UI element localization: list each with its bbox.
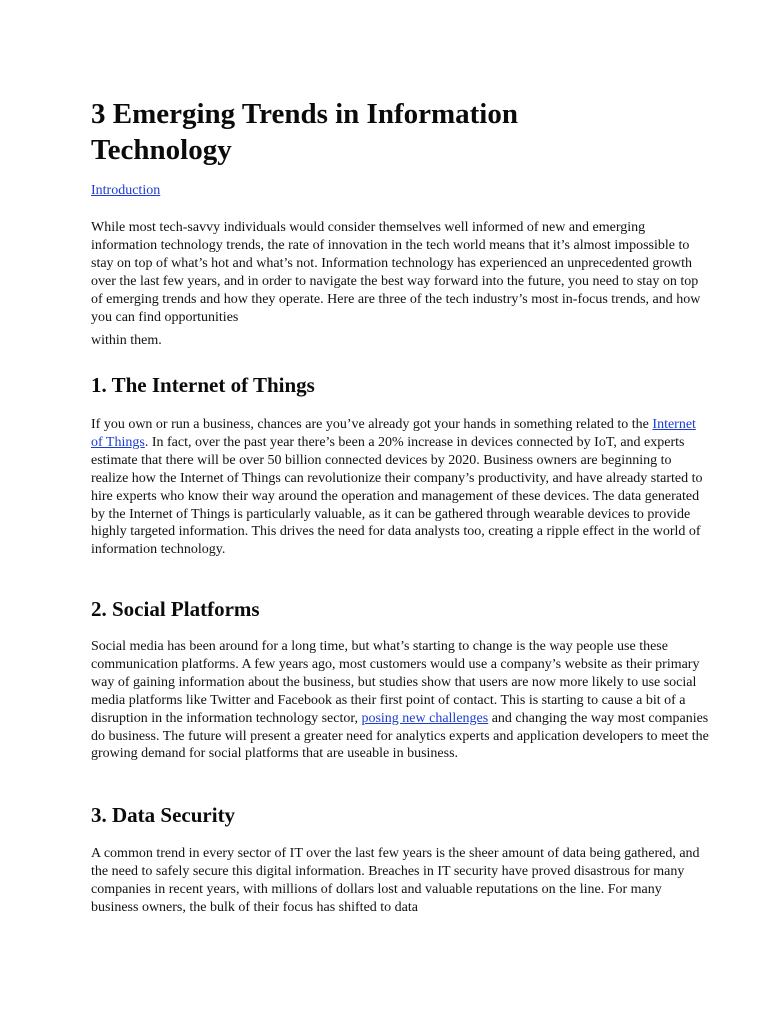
iot-text-after: . In fact, over the past year there’s been a 20% increase in devices connected by IoT, and experts estimate that there will be over 50 billion connected devices by 2020. Business owners are beginning to realize how the Internet of Things can revolutionize their company’s productivity, and have already started to hire experts who know their way around the operation and management of these devices. The data generated by the Internet of Things is particularly valuable, as it can be gathered through wearable devices to provide highly targeted information. This drives the need for data analysts too, creating a ripple effect in the world of information technology.: [91, 434, 703, 558]
section-heading-social: 2. Social Platforms: [91, 597, 260, 621]
section-heading-security: 3. Data Security: [91, 803, 236, 827]
intro-paragraph-text: While most tech-savvy individuals would consider themselves well informed of new and emerging information technology trends, the rate of innovation in the tech world means that it’s almost impossible to stay on top of what’s hot and what’s not. Information technology has experienced an unprecedented growth over the last few years, and in order to navigate the best way forward into the future, you need to stay on top of emerging trends and how they operate. Here are three of the tech industry’s most in-focus trends, and how you can find opportunities: [91, 220, 701, 325]
social-text-before: Social media has been around for a long time, but what’s starting to change is the way people use these communication platforms. A few years ago, most customers would use a company’s website as their primary way of gaining information about the business, but studies show that users are now more likely to use social media platforms like Twitter and Facebook as their first point of contact. This is starting to cause a bit of a disruption in the information technology sector,: [91, 639, 700, 726]
article-title: 3 Emerging Trends in Information Technology: [91, 98, 518, 166]
intro-paragraph: [91, 219, 709, 350]
section-paragraph-iot: [91, 416, 709, 559]
section-paragraph-social: [91, 638, 709, 763]
introduction-link[interactable]: Introduction: [91, 183, 161, 198]
section-paragraph-security: A common trend in every sector of IT over the last few years is the sheer amount of data being gathered, and the need to safely secure this digital information. Breaches in IT security have proved disastrous for many companies in recent years, with millions of dollars lost and valuable reputations on the line. For many business owners, the bulk of their focus has shifted to data: [91, 846, 700, 915]
posing-new-challenges-link[interactable]: posing new challenges: [361, 710, 489, 726]
intro-paragraph-tail: within them.: [91, 333, 162, 349]
internet-of-things-link[interactable]: Internet of Things: [91, 417, 696, 450]
social-text-after: and changing the way most companies do business. The future will present a greater need for analytics experts and application developers to meet the growing demand for social platforms that are useable in business.: [91, 710, 709, 762]
section-heading-iot: 1. The Internet of Things: [91, 373, 315, 397]
iot-text-before: If you own or run a business, chances are you’ve already got your hands in something related to the: [91, 417, 653, 432]
